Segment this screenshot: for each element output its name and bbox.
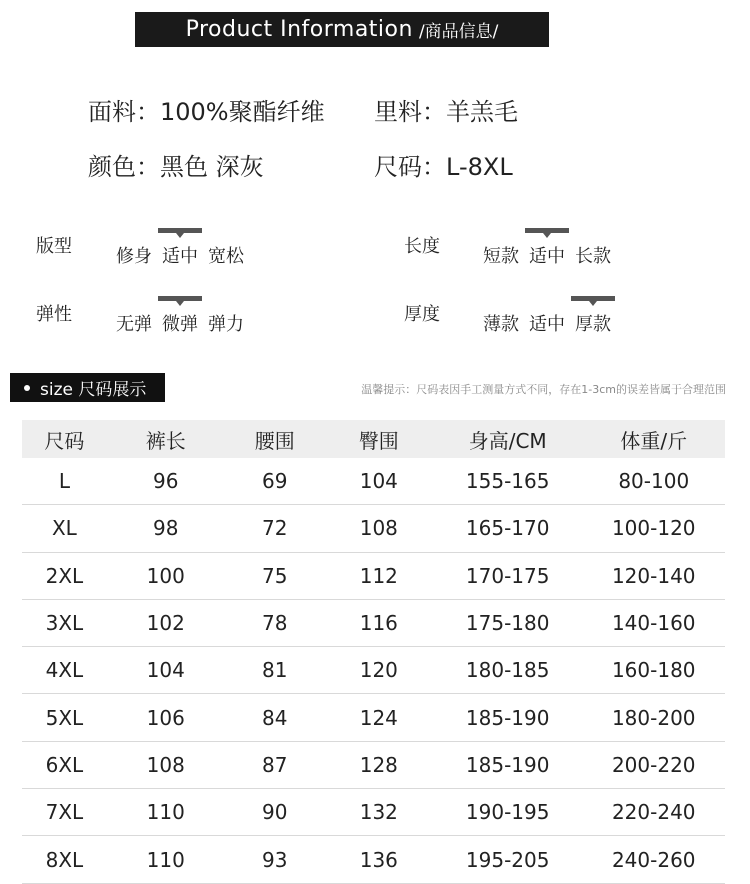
scale-option: 修身 (116, 246, 152, 267)
fabric-value: 100%聚酯纤维 (160, 98, 325, 126)
scale-option: 适中 (529, 314, 565, 335)
table-cell: 5XL (22, 694, 107, 741)
table-cell: 87 (225, 741, 325, 788)
table-cell: 93 (225, 836, 325, 883)
color-info (88, 147, 264, 182)
table-cell: 132 (325, 789, 433, 836)
header-title-cn: /商品信息/ (418, 22, 499, 42)
table-cell: 104 (325, 458, 433, 505)
table-cell: 124 (325, 694, 433, 741)
table-row (22, 741, 725, 788)
table-cell: 100-120 (583, 505, 726, 552)
table-cell: 110 (107, 836, 225, 883)
table-cell: 120-140 (583, 552, 726, 599)
thickness-scale (483, 306, 611, 336)
table-cell: 80-100 (583, 458, 726, 505)
scale-option-selected: 厚款 (575, 306, 611, 336)
table-cell: 190-195 (433, 789, 583, 836)
table-cell: 78 (225, 599, 325, 646)
table-row (22, 836, 725, 883)
color-value: 黑色 深灰 (160, 153, 264, 181)
thickness-label: 厚度 (404, 304, 440, 325)
table-cell: 2XL (22, 552, 107, 599)
table-cell: 220-240 (583, 789, 726, 836)
table-cell: 180-200 (583, 694, 726, 741)
size-range-label: 尺码： (374, 153, 446, 181)
table-cell: 128 (325, 741, 433, 788)
table-row (22, 458, 725, 505)
table-cell: 96 (107, 458, 225, 505)
size-range-info (374, 147, 513, 182)
scale-option-selected: 适中 (162, 238, 198, 268)
size-section-title: size 尺码展示 (40, 380, 147, 400)
table-cell: 240-260 (583, 836, 726, 883)
fabric-info (88, 92, 325, 127)
table-cell: L (22, 458, 107, 505)
table-cell: 160-180 (583, 647, 726, 694)
scale-option: 长款 (575, 246, 611, 267)
header-banner (135, 12, 549, 47)
size-range-value: L-8XL (446, 153, 513, 181)
table-cell: XL (22, 505, 107, 552)
size-table-body (22, 458, 725, 883)
scale-option: 薄款 (483, 314, 519, 335)
scale-option: 无弹 (116, 314, 152, 335)
table-cell: 69 (225, 458, 325, 505)
table-cell: 180-185 (433, 647, 583, 694)
table-cell: 6XL (22, 741, 107, 788)
table-cell: 155-165 (433, 458, 583, 505)
table-cell: 165-170 (433, 505, 583, 552)
table-cell: 136 (325, 836, 433, 883)
table-cell: 106 (107, 694, 225, 741)
scale-option: 弹力 (208, 314, 244, 335)
size-table-header (22, 420, 725, 458)
scale-option: 短款 (483, 246, 519, 267)
table-cell: 81 (225, 647, 325, 694)
table-cell: 112 (325, 552, 433, 599)
header-cell: 体重/斤 (583, 420, 726, 458)
table-cell: 110 (107, 789, 225, 836)
table-cell: 185-190 (433, 694, 583, 741)
table-row (22, 694, 725, 741)
table-cell: 185-190 (433, 741, 583, 788)
table-row (22, 647, 725, 694)
size-table (22, 420, 725, 884)
elasticity-label: 弹性 (36, 304, 72, 325)
table-cell: 90 (225, 789, 325, 836)
table-cell: 108 (107, 741, 225, 788)
header-cell: 尺码 (22, 420, 107, 458)
table-cell: 75 (225, 552, 325, 599)
table-row (22, 505, 725, 552)
table-cell: 200-220 (583, 741, 726, 788)
header-cell: 身高/CM (433, 420, 583, 458)
header-cell: 裤长 (107, 420, 225, 458)
length-label: 长度 (404, 236, 440, 257)
table-row (22, 599, 725, 646)
header-cell: 臀围 (325, 420, 433, 458)
table-cell: 4XL (22, 647, 107, 694)
table-cell: 170-175 (433, 552, 583, 599)
table-cell: 7XL (22, 789, 107, 836)
table-row (22, 552, 725, 599)
fit-label: 版型 (36, 236, 72, 257)
table-cell: 116 (325, 599, 433, 646)
lining-value: 羊羔毛 (446, 98, 518, 126)
table-cell: 98 (107, 505, 225, 552)
elasticity-scale (116, 306, 244, 336)
scale-option-selected: 微弹 (162, 306, 198, 336)
size-section-tag (10, 373, 165, 402)
table-cell: 72 (225, 505, 325, 552)
table-cell: 84 (225, 694, 325, 741)
table-cell: 100 (107, 552, 225, 599)
table-cell: 108 (325, 505, 433, 552)
bullet-dot-icon (24, 385, 30, 391)
table-row (22, 789, 725, 836)
table-cell: 104 (107, 647, 225, 694)
table-cell: 8XL (22, 836, 107, 883)
fabric-label: 面料： (88, 98, 160, 126)
fit-scale (116, 238, 244, 268)
table-cell: 195-205 (433, 836, 583, 883)
length-scale (483, 238, 611, 268)
header-cell: 腰围 (225, 420, 325, 458)
table-cell: 175-180 (433, 599, 583, 646)
table-cell: 120 (325, 647, 433, 694)
size-notice: 温馨提示：尺码表因手工测量方式不同，存在1-3cm的误差皆属于合理范围 (361, 383, 726, 396)
table-cell: 102 (107, 599, 225, 646)
scale-option-selected: 适中 (529, 238, 565, 268)
table-cell: 3XL (22, 599, 107, 646)
lining-info (374, 92, 518, 127)
table-cell: 140-160 (583, 599, 726, 646)
color-label: 颜色： (88, 153, 160, 181)
header-title-en: Product Information (185, 17, 413, 42)
scale-option: 宽松 (208, 246, 244, 267)
lining-label: 里料： (374, 98, 446, 126)
